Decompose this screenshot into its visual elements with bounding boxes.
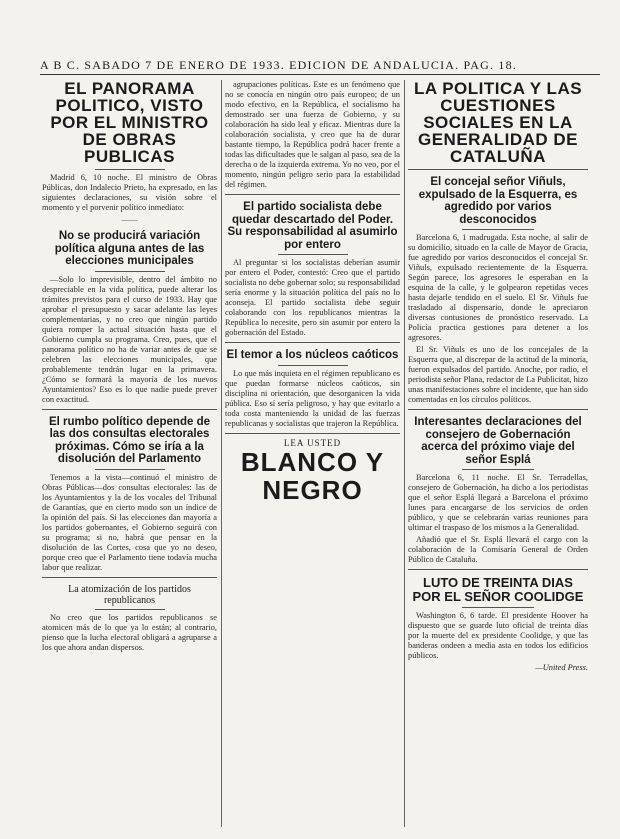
section-rule [408, 169, 588, 170]
column-rule-2 [404, 80, 405, 827]
body-text: Añadió que el Sr. Esplá llevará el cargo con la colaboración de la Comisaría General de Orden Público de Cataluña. [408, 535, 588, 564]
subheading-variacion: No se producirá variación política alguna antes de las elecciones municipales [54, 230, 205, 267]
page-header [40, 58, 600, 75]
section-rule [225, 433, 400, 434]
dash-divider: —— [121, 215, 138, 224]
body-text: Barcelona 6, 11 noche. El Sr. Terradellas, consejero de Gobernación, ha dicho a los periodistas que el señor Esplá llegará a Barcelona el próximo lunes para encargarse de los servicios de orden público, y que se celebrarán varias reuniones para ultimar el traspaso de los mismos a la Generalidad. [408, 473, 588, 532]
signoff: —United Press. [535, 663, 588, 672]
divider [95, 169, 165, 170]
section-rule [408, 569, 588, 570]
divider [95, 271, 165, 272]
ad-blanco-y-negro: BLANCO Y NEGRO [240, 446, 385, 505]
divider [462, 469, 534, 470]
section-rule [408, 409, 588, 410]
section-rule [225, 342, 400, 343]
divider [278, 365, 348, 366]
divider [95, 469, 165, 470]
subheading-consejero: Interesantes declaraciones del consejero de Gobernación acerca del próximo viaje del señor Esplá [414, 416, 582, 466]
divider [278, 254, 348, 255]
body-text: Lo que más inquieta en el régimen republicano es que puedan formarse núcleos caóticos, sin disciplina ni orientación, que desorganicen la vida pública. Eso sí sería peligroso, y hay que evitarlo a toda costa manteniendo la unidad de las fuerzas republicanas y socialistas que trajeron la República. [225, 368, 400, 428]
subheading-vinuls: El concejal señor Viñuls, expulsado de la Esquerra, es agredido por varios desconocidos [418, 176, 578, 226]
column-3 [408, 80, 588, 831]
body-text: El Sr. Viñuls es uno de los concejales de la Esquerra que, al discrepar de la actitud de la minoría, fueron expulsados del partido. Anoche, por radio, el periodista señor Plana, redactor de La Publicitat, hizo unas manifestaciones sobre el incidente, que han sido comentadas en los círculos políticos. [408, 345, 588, 404]
subheading-rumbo: El rumbo político depende de las dos consultas electorales próximas. Cómo se iría a la disolución del Parlamento [48, 415, 210, 465]
article-intro: Madrid 6, 10 noche. El ministro de Obras Públicas, don Indalecio Prieto, ha expresado, en las siguientes declaraciones, su visión sobre el momento y el porvenir político inmediato: [42, 173, 217, 212]
divider [95, 609, 165, 610]
subheading-partido-socialista: El partido socialista debe quedar descartado del Poder. Su responsabilidad al asumirlo por entero [227, 201, 398, 251]
body-text: No creo que los partidos republicanos se atomicen más de lo que ya lo están; al contrario, pienso que la lucha electoral obligará a agruparse a los que ahora andan dispersos. [42, 612, 217, 652]
column-rule-1 [221, 80, 222, 827]
subheading-atomizacion: La atomización de los partidos republicanos [68, 583, 191, 606]
masthead-line: A B C. SABADO 7 DE ENERO DE 1933. EDICION DE ANDALUCIA. PAG. 18. [40, 58, 518, 72]
body-text: Washington 6, 6 tarde. El presidente Hoover ha dispuesto que se guarde luto oficial de treinta días por la muerte del ex presidente Coolidge, y que las banderas ondeen a media asta en todos los edificios públicos. [408, 611, 588, 660]
body-text: —Solo lo imprevisible, dentro del ámbito no despreciable en la vida política, puede alterar los trámites previstos para el curso de 1933. Hay que aprobar el presupuesto y sacar adelante las leyes complementarias, y no creo que ningún partido quiera romper la actual situación hasta que el Gobierno cumpla su programa. Creo, pues, que el panorama político no ha de variar antes de que se celebren las elecciones municipales, que probablemente tendrán lugar en la primavera. ¿Cómo se formará la mayoría de los nuevos Ayuntamientos? Eso es lo que nadie puede prever con exactitud. [42, 274, 217, 404]
ad-prefix: LEA USTED [283, 437, 342, 448]
article-title-panorama: EL PANORAMA POLITICO, VISTO POR EL MINISTRO DE OBRAS PUBLICAS [50, 80, 209, 166]
subheading-temor: El temor a los núcleos caóticos [226, 349, 399, 361]
section-rule [42, 577, 217, 578]
section-rule [225, 194, 400, 195]
body-text: Tenemos a la vista—continuó el ministro de Obras Públicas—dos consultas electorales: las de los Ayuntamientos y la de los vocales del Tribunal de Garantías, que en cierto modo son un índice de la opinión del país. Si las elecciones dan mayoría a los partidos gobernantes, el Gobierno seguirá con su programa; si no, habrá que pensar en la disolución de las Cortes, cosa que yo no deseo, porque creo que el Parlamento tiene todavía mucha labor que realizar. [42, 472, 217, 572]
subheading-coolidge: LUTO DE TREINTA DIAS POR EL SEÑOR COOLIDGE [412, 575, 584, 604]
divider [462, 229, 534, 230]
body-text: Barcelona 6, 1 madrugada. Esta noche, al salir de su domicilio, situado en la calle de Mayor de Gracia, fue agredido por varios desconocidos el concejal Sr. Viñuls, expulsado recientemente de la Esquerra. Según parece, los agresores le esperaban en la esquina de la calle, y le golpearon repetidas veces hasta dejarle tendido en el suelo. El Sr. Viñuls fue trasladado al dispensario, donde le apreciaron diversas contusiones de pronóstico reservado. La Policía practica gestiones para detener a los agresores. [408, 233, 588, 342]
column-1 [42, 80, 217, 831]
body-text: agrupaciones políticas. Este es un fenómeno que no se conocía en ningún otro país europeo; de un modo efectivo, en la República, el socialismo ha demostrado ser una fuerza de Gobierno, y su colaboración ha sido leal y eficaz. Mientras dure la colaboración socialista, y creo que ha de durar bastante tiempo, la República podrá hacer frente a todas las dificultades que le salgan al paso, sea de la derecha o de la izquierda extrema. Yo no veo, por el momento, ningún peligro serio para la estabilidad del régimen. [225, 80, 400, 189]
divider [462, 607, 534, 608]
column-2 [225, 80, 400, 831]
article-title-generalidad: LA POLITICA Y LAS CUESTIONES SOCIALES EN LA GENERALIDAD DE CATALUÑA [413, 80, 583, 166]
section-rule [42, 409, 217, 410]
body-text: Al preguntar si los socialistas deberían asumir por entero el Poder, contestó: Creo que el partido socialista no debe gobernar solo; su responsabilidad sería enorme y la situación política del país no lo aconseja. El partido socialista debe seguir colaborando con los republicanos mientras la República lo necesite, pero sin asumir por entero la gobernación del Estado. [225, 258, 400, 337]
